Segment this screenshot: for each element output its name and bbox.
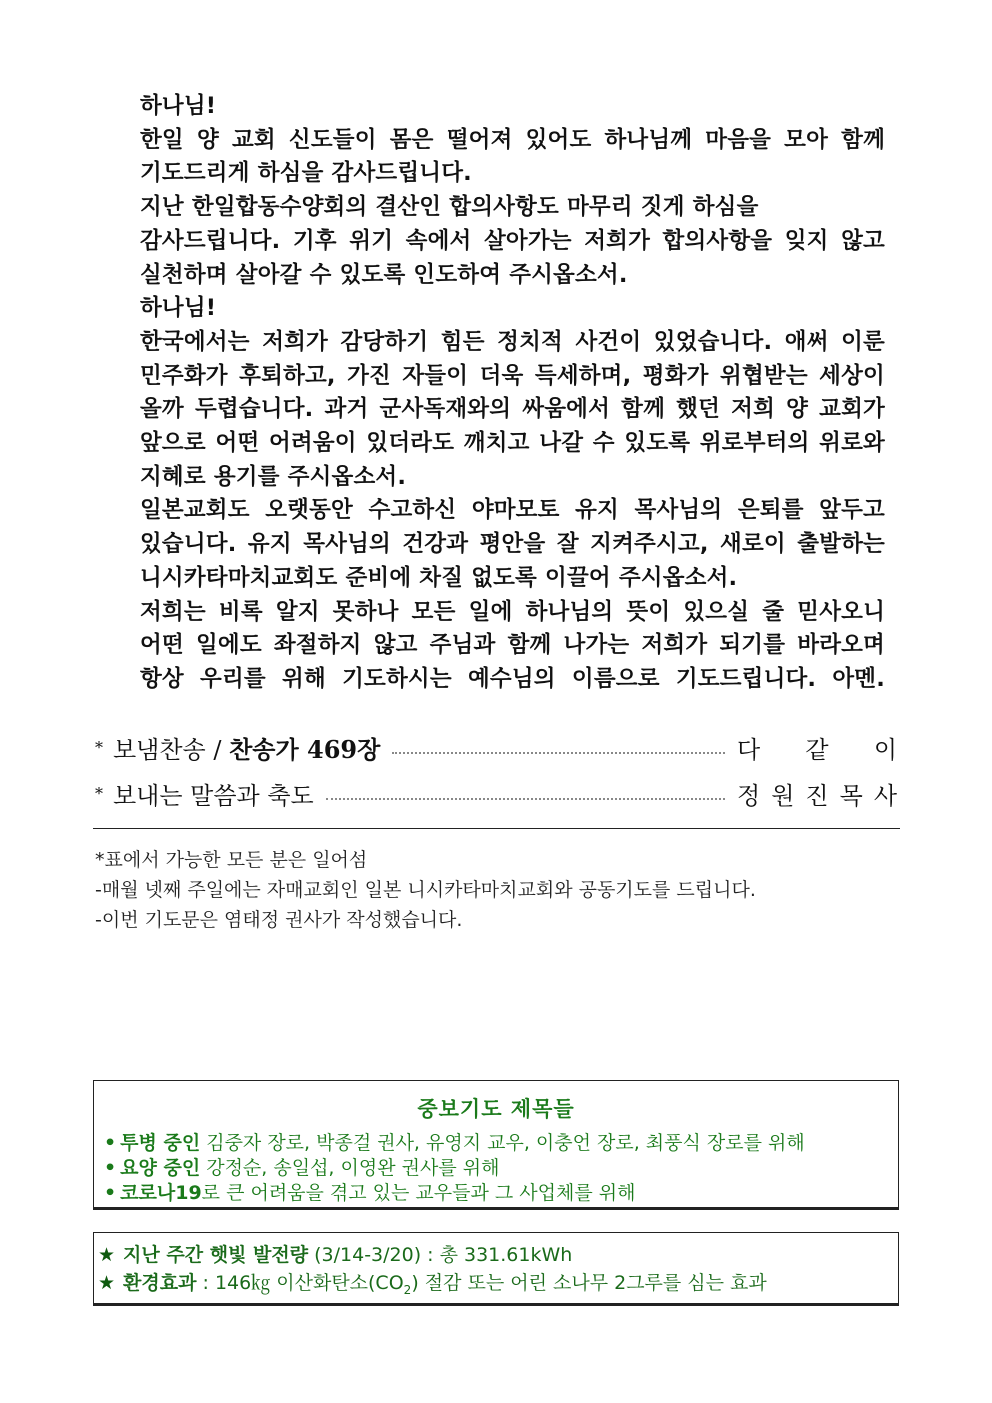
prayer-line: 일본교회도 오랫동안 수고하신 야마모토 유지 목사님의 은퇴를 앞두고 <box>140 497 885 524</box>
prayer-line: 저희는 비록 알지 못하나 모든 일에 하나님의 뜻이 있으실 줄 믿사오니 <box>140 598 885 625</box>
prayer-line: 올까 두렵습니다. 과거 군사독재와의 싸움에서 함께 했던 저희 양 교회가 <box>140 396 885 423</box>
prayer-line: 한국에서는 저희가 감당하기 힘든 정치적 사건이 있었습니다. 애써 이룬 <box>140 328 885 355</box>
prayer-line: 한일 양 교회 신도들이 몸은 떨어져 있어도 하나님께 마음을 모아 함께 <box>140 126 885 153</box>
prayer-line: 민주화가 후퇴하고, 가진 자들이 더욱 득세하며, 평화가 위협받는 세상이 <box>140 362 885 389</box>
bullet-icon: • <box>104 1157 117 1179</box>
prayer-line: 지난 한일합동수양회의 결산인 합의사항도 마무리 짓게 하심을 <box>140 194 759 221</box>
prayer-line: 니시카타마치교회도 준비에 차질 없도록 이끌어 주시옵소서. <box>140 564 738 591</box>
solar-generation-value: (3/14-3/20) : 총 331.61kWh <box>308 1244 573 1266</box>
bullet-icon: • <box>104 1132 117 1154</box>
list-item <box>104 1156 898 1181</box>
item-text: 로 큰 어려움을 겪고 있는 교우들과 그 사업체를 위해 <box>201 1182 636 1204</box>
note-line: -매월 넷째 주일에는 자매교회인 일본 니시카타마치교회와 공동기도를 드립니다. <box>95 879 756 901</box>
leader-dots <box>326 798 725 800</box>
prayer-text <box>140 90 885 697</box>
solar-power-box <box>93 1232 899 1306</box>
environment-effect-line <box>98 1269 898 1304</box>
standing-mark: * <box>95 783 103 803</box>
order-label: 보내는 말씀과 축도 <box>113 781 314 810</box>
item-text: 강정순, 송일섭, 이영완 권사를 위해 <box>200 1157 500 1179</box>
item-text: 김중자 장로, 박종걸 권사, 유영지 교우, 이충언 장로, 최풍식 장로를 위해 <box>200 1132 805 1154</box>
prayer-line: 하나님! <box>140 295 217 322</box>
prayer-line: 감사드립니다. 기후 위기 속에서 살아가는 저희가 합의사항을 잊지 않고 <box>140 227 885 254</box>
bullet-icon: • <box>104 1182 117 1204</box>
prayer-line: 앞으로 어떤 어려움이 있더라도 깨치고 나갈 수 있도록 위로부터의 위로와 <box>140 430 885 457</box>
note-line: -이번 기도문은 염태정 권사가 작성했습니다. <box>95 909 463 931</box>
order-item-benediction <box>95 773 897 813</box>
order-performer: 정 원 진 목 사 <box>737 781 897 810</box>
notes <box>95 845 895 935</box>
prayer-line: 기도드리게 하심을 감사드립니다. <box>140 160 472 187</box>
item-heading: 코로나19 <box>120 1182 202 1204</box>
order-label <box>113 730 380 765</box>
environment-effect-text-end: ) 절감 또는 어린 소나무 2그루를 심는 효과 <box>411 1272 767 1294</box>
leader-dots <box>392 752 725 754</box>
prayer-line: 있습니다. 유지 목사님의 건강과 평안을 잘 지켜주시고, 새로이 출발하는 <box>140 531 885 558</box>
co2-subscript: 2 <box>403 1282 412 1297</box>
standing-mark: * <box>95 737 103 757</box>
solar-generation-label: 지난 주간 햇빛 발전량 <box>123 1244 309 1266</box>
intercession-box <box>93 1080 899 1210</box>
intercession-title: 중보기도 제목들 <box>417 1097 575 1121</box>
environment-effect-text: : 146㎏ 이산화탄소(CO <box>196 1272 404 1294</box>
divider <box>93 828 900 829</box>
prayer-line: 어떤 일에도 좌절하지 않고 주님과 함께 나가는 저희가 되기를 바라오며 <box>140 632 885 659</box>
item-heading: 요양 중인 <box>120 1157 201 1179</box>
order-label-text: 보냄찬송 / <box>113 735 230 764</box>
order-item-closing-hymn <box>95 727 897 767</box>
prayer-line: 하나님! <box>140 93 217 119</box>
prayer-line: 실천하며 살아갈 수 있도록 인도하여 주시옵소서. <box>140 261 628 288</box>
environment-effect-label: 환경효과 <box>123 1272 197 1294</box>
prayer-line: 지혜로 용기를 주시옵소서. <box>140 463 407 490</box>
prayer-line: 항상 우리를 위해 기도하시는 예수님의 이름으로 기도드립니다. 아멘. <box>140 665 885 692</box>
star-icon: ★ <box>98 1244 116 1266</box>
list-item <box>104 1181 898 1206</box>
intercession-list <box>104 1131 898 1206</box>
note-line: *표에서 가능한 모든 분은 일어섬 <box>95 849 368 871</box>
solar-generation-line <box>98 1241 898 1269</box>
item-heading: 투병 중인 <box>120 1132 201 1154</box>
order-performer: 다 같 이 <box>737 735 897 764</box>
list-item <box>104 1131 898 1156</box>
hymn-number: 찬송가 469장 <box>229 734 381 764</box>
star-icon: ★ <box>98 1272 116 1294</box>
